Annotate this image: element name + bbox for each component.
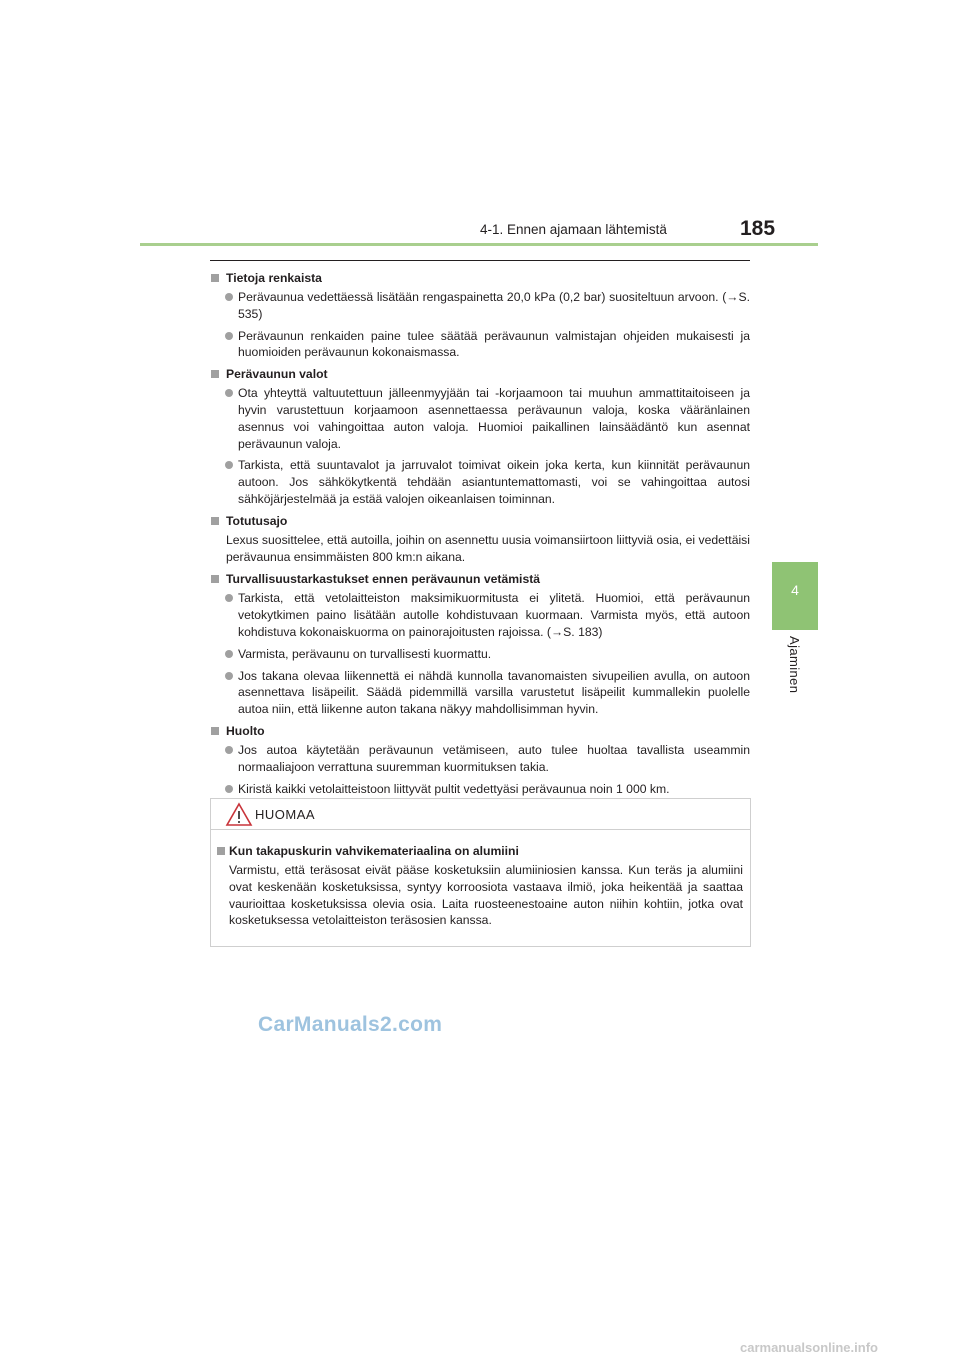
section-heading: Perävaunun valot — [210, 366, 750, 382]
list-item: Jos autoa käytetään perävaunun vetämiseen, auto tulee huoltaa tavallista useammin normaaliajoon verrattuna suuremman kuormituksen takia. — [210, 742, 750, 776]
warning-triangle-icon — [225, 802, 253, 827]
header-rule — [140, 243, 818, 246]
square-bullet-icon — [211, 274, 219, 282]
section-break-in — [210, 513, 750, 566]
round-bullet-icon — [225, 672, 233, 680]
round-bullet-icon — [225, 746, 233, 754]
square-bullet-icon — [211, 575, 219, 583]
chapter-tab — [772, 562, 818, 630]
square-bullet-icon — [211, 370, 219, 378]
section-trailer-lights — [210, 366, 750, 508]
section-tyres — [210, 270, 750, 361]
round-bullet-icon — [225, 650, 233, 658]
round-bullet-icon — [225, 785, 233, 793]
chapter-label: Ajaminen — [787, 636, 802, 694]
list-item: Perävaunun renkaiden paine tulee säätää perävaunun valmistajan ohjeiden mukaisesti ja huomioiden perävaunun kokonaismassa. — [210, 328, 750, 362]
content-body — [210, 270, 750, 802]
section-heading: Huolto — [210, 723, 750, 739]
caution-header — [211, 799, 750, 830]
list-item: Tarkista, että vetolaitteiston maksimikuormitusta ei ylitetä. Huomioi, että perävaunun vetokytkimen paino lisätään autolle kohdistuvaan kuormaan. Varmista myös, että autoon kohdistuva kokonaiskuorma on painorajoitusten rajoissa. (→S. 183) — [210, 590, 750, 640]
caution-box — [210, 798, 751, 947]
list-item: Tarkista, että suuntavalot ja jarruvalot toimivat oikein joka kerta, kun kiinnität perävaunun autoon. Jos sähkökytkentä tehdään asiantuntemattomasti, voi se vahingoittaa autosi sähköjärjestelmää ja estää valojen oikeanlaisen toiminnan. — [210, 457, 750, 507]
section-heading: Tietoja renkaista — [210, 270, 750, 286]
round-bullet-icon — [225, 461, 233, 469]
round-bullet-icon — [225, 594, 233, 602]
round-bullet-icon — [225, 389, 233, 397]
list-item: Kiristä kaikki vetolaitteistoon liittyvät pultit vedettyäsi perävaunua noin 1 000 km. — [210, 781, 750, 798]
round-bullet-icon — [225, 332, 233, 340]
section-title: 4-1. Ennen ajamaan lähtemistä — [480, 222, 667, 237]
paragraph: Lexus suosittelee, että autoilla, joihin on asennettu uusia voimansiirtoon liittyviä osia, ei vedettäisi perävaunua ensimmäisten 800 km:n aikana. — [226, 532, 750, 564]
square-bullet-icon — [211, 727, 219, 735]
caution-title: HUOMAA — [255, 807, 316, 822]
watermark-logo: CarManuals2.com — [258, 1013, 443, 1036]
section-heading: Turvallisuustarkastukset ennen perävaunun vetämistä — [210, 571, 750, 587]
caution-heading: Kun takapuskurin vahvikemateriaalina on alumiini — [217, 843, 743, 859]
list-item: Varmista, perävaunu on turvallisesti kuormattu. — [210, 646, 750, 663]
section-maintenance — [210, 723, 750, 797]
square-bullet-icon — [217, 847, 225, 855]
content-rule — [210, 260, 750, 261]
chapter-label-wrap — [772, 634, 818, 694]
round-bullet-icon — [225, 293, 233, 301]
page-number: 185 — [740, 217, 776, 240]
list-item: Jos takana olevaa liikennettä ei nähdä kunnolla tavanomaisten sivupeilien avulla, on autoon asennettava lisäpeilit. Säädä pidemmillä varsilla varustetut lisäpeilit kummallekin puolelle autoa niin, että liikenne auton takana näkyy mahdollisimman hyvin. — [210, 668, 750, 718]
list-item: Ota yhteyttä valtuutettuun jälleenmyyjään tai -korjaamoon tai muuhun ammattitaitoiseen ja hyvin varustettuun korjaamoon asennettaessa perävaunun valoja, koska vääränlainen asennus voi vahingoittaa auton valoja. Huomioi paikallinen lainsäädäntö kun asennat perävaunun valoja. — [210, 385, 750, 452]
chapter-number: 4 — [791, 582, 799, 598]
section-heading: Totutusajo — [210, 513, 750, 529]
square-bullet-icon — [211, 517, 219, 525]
caution-body — [217, 843, 743, 929]
caution-text: Varmistu, että teräsosat eivät pääse kosketuksiin alumiiniosien kanssa. Kun teräs ja alumiini ovat keskenään kosketuksissa, syntyy korroosiota vastaava ilmiö, joka heikentää ja saattaa vaurioittaa kosketuksissa olevia osia. Laita ruosteenestoaine auton niihin kohtiin, jotka ovat kosketuksessa vetolaitteiston teräsosien kanssa. — [229, 863, 743, 928]
list-item: Perävaunua vedettäessä lisätään rengaspainetta 20,0 kPa (0,2 bar) suositeltuun arvoon. (→S. 535) — [210, 289, 750, 323]
watermark-footer: carmanualsonline.info — [740, 1340, 878, 1355]
section-safety-checks — [210, 571, 750, 718]
